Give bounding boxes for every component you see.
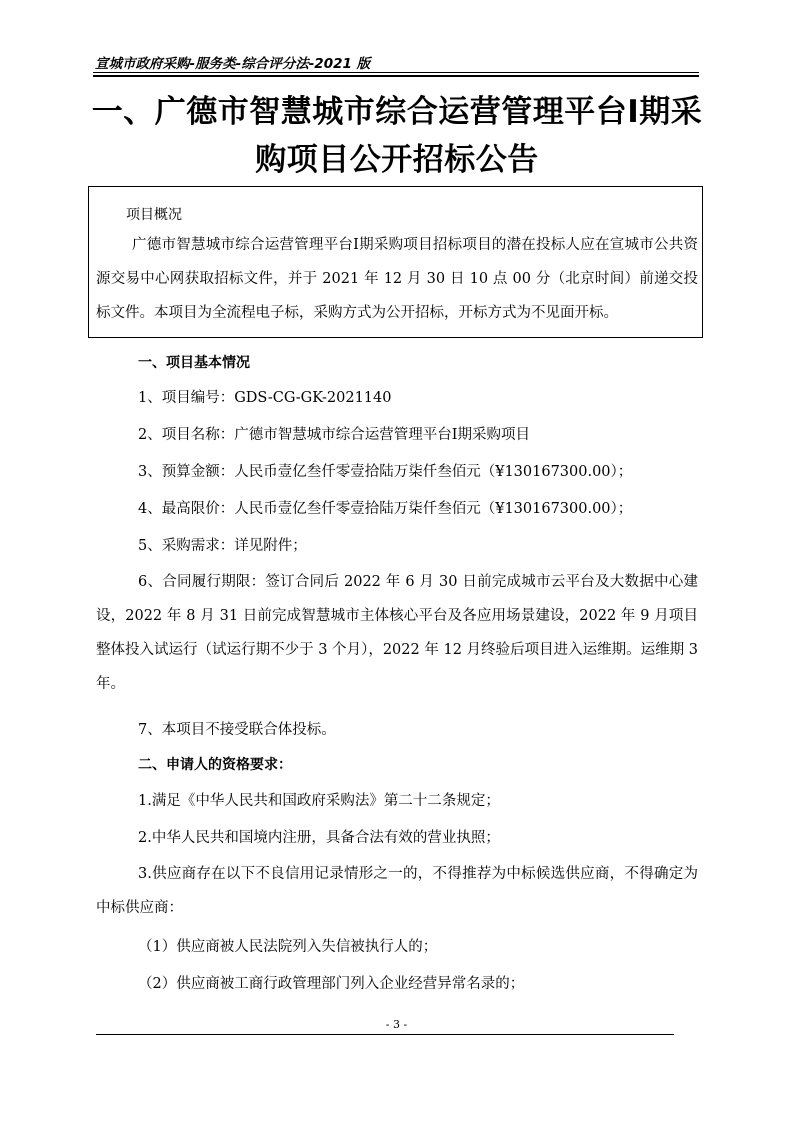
section2-item-4: （1）供应商被人民法院列入失信被执行人的； [138, 939, 438, 955]
section1-heading: 一、项目基本情况 [138, 355, 250, 371]
section2-item-1: 1.满足《中华人民共和国政府采购法》第二十二条规定； [138, 793, 500, 809]
document-title [88, 88, 706, 184]
section1-item-5: 5、采购需求：详见附件； [138, 538, 307, 554]
section2-item-5: （2）供应商被工商行政管理部门列入企业经营异常名录的； [138, 976, 525, 992]
section2-heading: 二、申请人的资格要求： [138, 757, 292, 773]
section1-item-2: 2、项目名称：广德市智慧城市综合运营管理平台Ⅰ期采购项目 [138, 427, 530, 443]
overview-heading: 项目概况 [126, 207, 182, 223]
header-rule-thick [93, 75, 699, 77]
section1-item-7: 7、本项目不接受联合体投标。 [138, 722, 336, 738]
section1-item-1: 1、项目编号：GDS-CG-GK-2021140 [138, 390, 392, 406]
page-number: - 3 - [385, 1018, 408, 1031]
footer-rule [96, 1034, 674, 1035]
overview-body: 广德市智慧城市综合运营管理平台Ⅰ期采购项目招标项目的潜在投标人应在宣城市公共资源交易中心网获取招标文件，并于 2021 年 12 月 30 日 10 点 00 分（北京时间）前递交投标文件。本项目为全流程电子标，采购方式为公开招标，开标方式为不见面开标。 [96, 237, 698, 321]
section1-item-6: 6、合同履行期限：签订合同后 2022 年 6 月 30 日前完成城市云平台及大数据中心建设，2022 年 8 月 31 日前完成智慧城市主体核心平台及各应用场景建设，2022 年 9 月项目整体投入试运行（试运行期不少于 3 个月），2022 年 12 月终验后项目进入运维期。运维期 3 年。 [96, 574, 698, 692]
section1-item-3: 3、预算金额：人民币壹亿叁仟零壹拾陆万柒仟叁佰元（¥130167300.00）； [138, 464, 633, 480]
section2-item-3: 3.供应商存在以下不良信用记录情形之一的，不得推荐为中标候选供应商，不得确定为中标供应商： [96, 866, 698, 916]
title-line-1: 一、广德市智慧城市综合运营管理平台Ⅰ期采 [91, 94, 703, 130]
section1-item-4: 4、最高限价：人民币壹亿叁仟零壹拾陆万柒仟叁佰元（¥130167300.00）； [138, 501, 633, 517]
section2-item-2: 2.中华人民共和国境内注册，具备合法有效的营业执照； [138, 830, 500, 846]
title-line-2: 购项目公开招标公告 [255, 142, 539, 178]
document-header: 宣城市政府采购-服务类-综合评分法-2021 版 [95, 56, 371, 72]
header-rule [93, 72, 699, 73]
